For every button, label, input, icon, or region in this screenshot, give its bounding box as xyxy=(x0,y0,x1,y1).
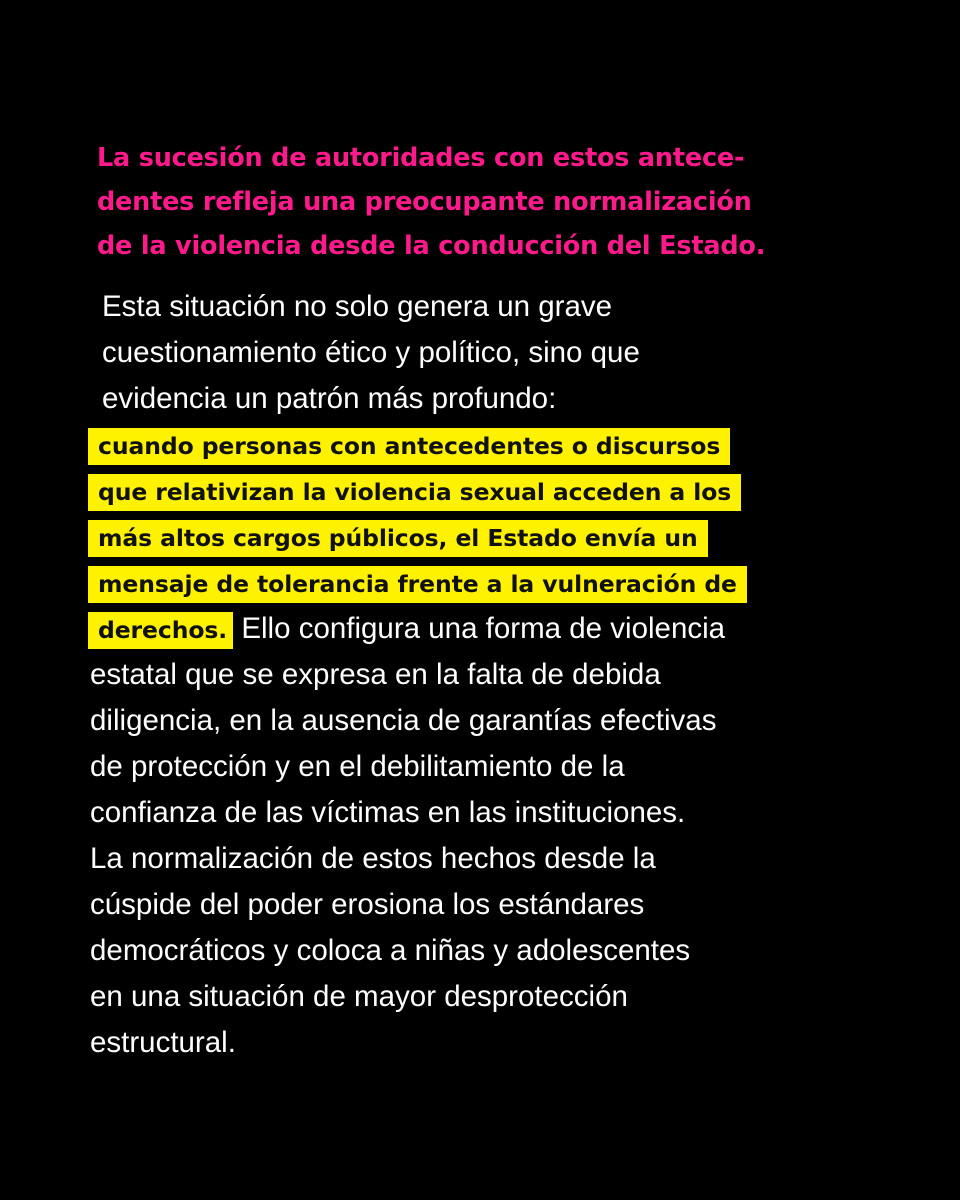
body-text: Ello configura una forma de violencia xyxy=(241,612,726,645)
highlight-line xyxy=(90,422,910,468)
highlight-line xyxy=(90,514,910,560)
body-line: confianza de las víctimas en las instituciones. xyxy=(90,796,686,829)
highlighted-text: más altos cargos públicos, el Estado envía un xyxy=(88,520,708,557)
body-line: estatal que se expresa en la falta de debida xyxy=(90,658,661,691)
body-line: estructural. xyxy=(90,1026,236,1059)
highlighted-text: derechos. xyxy=(88,612,233,649)
headline-line: La sucesión de autoridades con estos antece- xyxy=(97,143,745,173)
body-line: de protección y en el debilitamiento de la xyxy=(90,750,625,783)
highlighted-text: que relativizan la violencia sexual acceden a los xyxy=(88,474,741,511)
body-line: cuestionamiento ético y político, sino que xyxy=(102,336,640,369)
headline-line: de la violencia desde la conducción del Estado. xyxy=(97,231,766,261)
highlighted-text: mensaje de tolerancia frente a la vulneración de xyxy=(88,566,747,603)
body-line: Esta situación no solo genera un grave xyxy=(102,290,613,323)
body-line: evidencia un patrón más profundo: xyxy=(102,382,557,415)
body-line: diligencia, en la ausencia de garantías efectivas xyxy=(90,704,717,737)
headline xyxy=(97,136,897,268)
mixed-line xyxy=(90,606,910,652)
highlight-line xyxy=(90,468,910,514)
highlighted-text: cuando personas con antecedentes o discursos xyxy=(88,428,730,465)
body-line: en una situación de mayor desprotección xyxy=(90,980,628,1013)
body-line: cúspide del poder erosiona los estándares xyxy=(90,888,645,921)
body-paragraph xyxy=(90,284,910,1066)
headline-line: dentes refleja una preocupante normalización xyxy=(97,187,752,217)
body-line: democráticos y coloca a niñas y adolescentes xyxy=(90,934,691,967)
highlight-line xyxy=(90,560,910,606)
body-line: La normalización de estos hechos desde la xyxy=(90,842,656,875)
